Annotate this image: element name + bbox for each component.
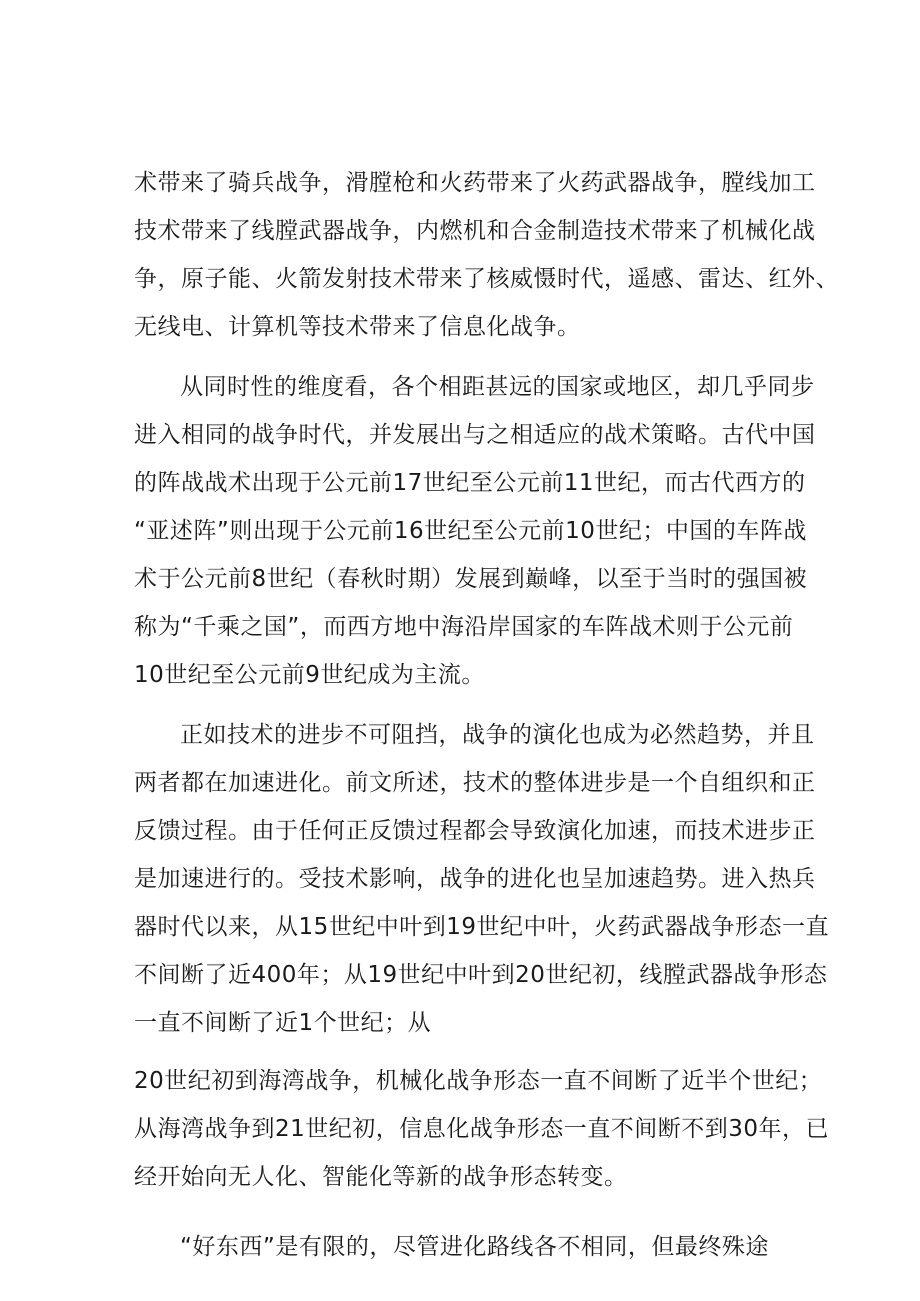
text-line: 无线电、计算机等技术带来了信息化战争。 (134, 314, 581, 340)
text-line: 术带来了骑兵战争，滑膛枪和火药带来了火药武器战争，膛线加工 (134, 170, 816, 196)
text-line: 一直不间断了近1个世纪；从 (134, 1010, 432, 1036)
text-line: 经开始向无人化、智能化等新的战争形态转变。 (134, 1164, 628, 1190)
text-line: 从海湾战争到21世纪初，信息化战争形态一直不间断不到30年，已 (134, 1116, 830, 1142)
text-line: 两者都在加速进化。前文所述，技术的整体进步是一个自组织和正 (134, 770, 816, 796)
text-line: 技术带来了线膛武器战争，内燃机和合金制造技术带来了机械化战 (134, 218, 816, 244)
text-line: 10世纪至公元前9世纪成为主流。 (134, 662, 485, 688)
text-line: “亚述阵”则出现于公元前16世纪至公元前10世纪；中国的车阵战 (134, 518, 807, 544)
text-line: 不间断了近400年；从19世纪中叶到20世纪初，线膛武器战争形态 (134, 962, 828, 988)
text-line: 称为“千乘之国”，而西方地中海沿岸国家的车阵战术则于公元前 (134, 614, 794, 640)
text-line: 进入相同的战争时代，并发展出与之相适应的战术策略。古代中国 (134, 422, 816, 448)
text-line: 是加速进行的。受技术影响，战争的进化也呈加速趋势。进入热兵 (134, 866, 816, 892)
text-line: 术于公元前8世纪（春秋时期）发展到巅峰，以至于当时的强国被 (134, 566, 808, 592)
text-line: 的阵战战术出现于公元前17世纪至公元前11世纪，而古代西方的 (134, 470, 806, 496)
text-line: 反馈过程。由于任何正反馈过程都会导致演化加速，而技术进步正 (134, 818, 816, 844)
text-line: “好东西”是有限的，尽管进化路线各不相同，但最终殊途 (180, 1234, 769, 1260)
text-line: 正如技术的进步不可阻挡，战争的演化也成为必然趋势，并且 (180, 722, 815, 748)
text-line: 20世纪初到海湾战争，机械化战争形态一直不间断了近半个世纪； (134, 1068, 823, 1094)
text-line: 器时代以来，从15世纪中叶到19世纪中叶，火药武器战争形态一直 (134, 914, 830, 940)
text-line: 争，原子能、火箭发射技术带来了核威慑时代，遥感、雷达、红外、 (134, 266, 839, 292)
text-line: 从同时性的维度看，各个相距甚远的国家或地区，却几乎同步 (180, 374, 815, 400)
